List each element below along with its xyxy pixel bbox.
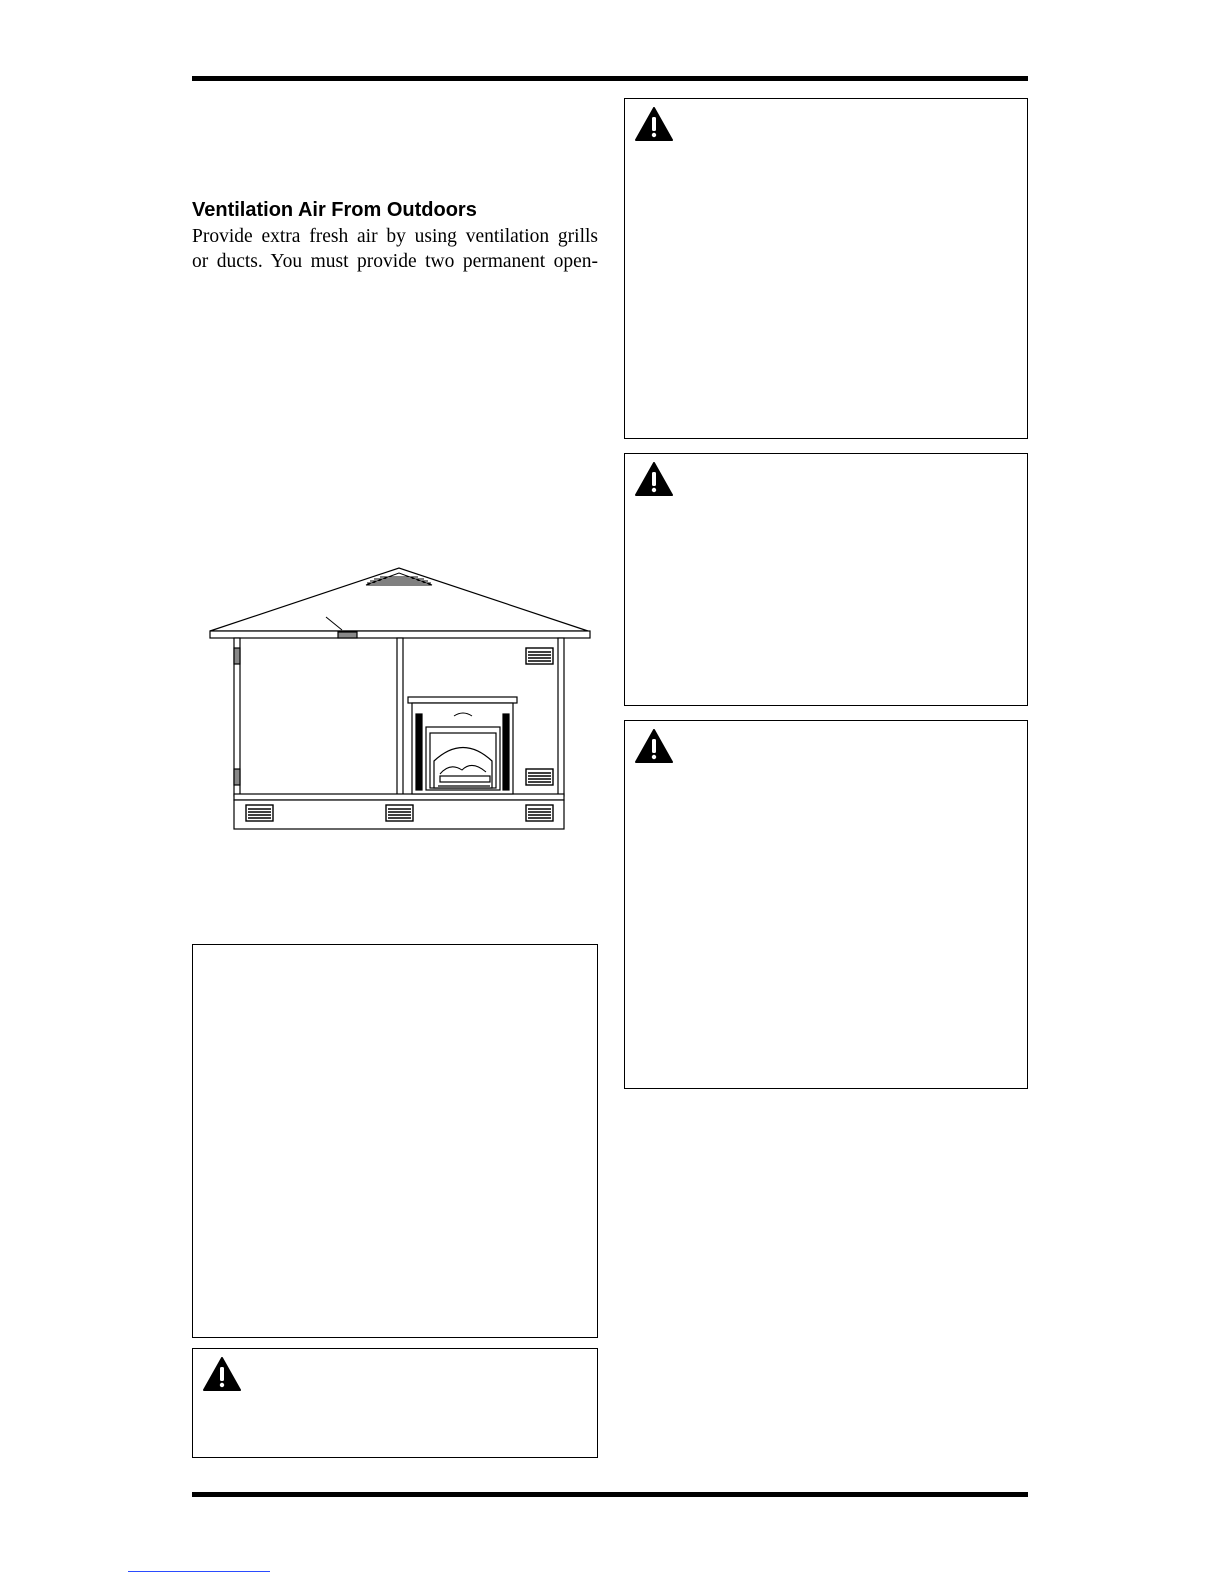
warning-triangle-icon: [203, 1357, 241, 1391]
bottom-rule: [192, 1492, 1028, 1497]
house-diagram-icon: [208, 566, 593, 836]
warning-triangle-icon: [635, 729, 673, 763]
warning-box-4: [192, 1348, 598, 1458]
section-heading: Ventilation Air From Outdoors: [192, 199, 477, 221]
top-rule: [192, 76, 1028, 81]
body-paragraph: [192, 225, 598, 274]
warning-triangle-icon: [635, 462, 673, 496]
warning-triangle-icon: [635, 107, 673, 141]
paragraph-line-1: Provide extra fresh air by using ventilation grills: [192, 226, 598, 247]
info-box: [192, 944, 598, 1338]
footer-link-underline[interactable]: [128, 1571, 270, 1573]
warning-box-3: [624, 720, 1028, 1089]
fireplace-icon: [408, 697, 517, 794]
warning-box-1: [624, 98, 1028, 439]
paragraph-line-2: or ducts. You must provide two permanent open-: [192, 250, 598, 272]
warning-box-2: [624, 453, 1028, 706]
ceiling-vent-icon: [338, 632, 357, 638]
attic-vent-icon: [366, 573, 432, 585]
